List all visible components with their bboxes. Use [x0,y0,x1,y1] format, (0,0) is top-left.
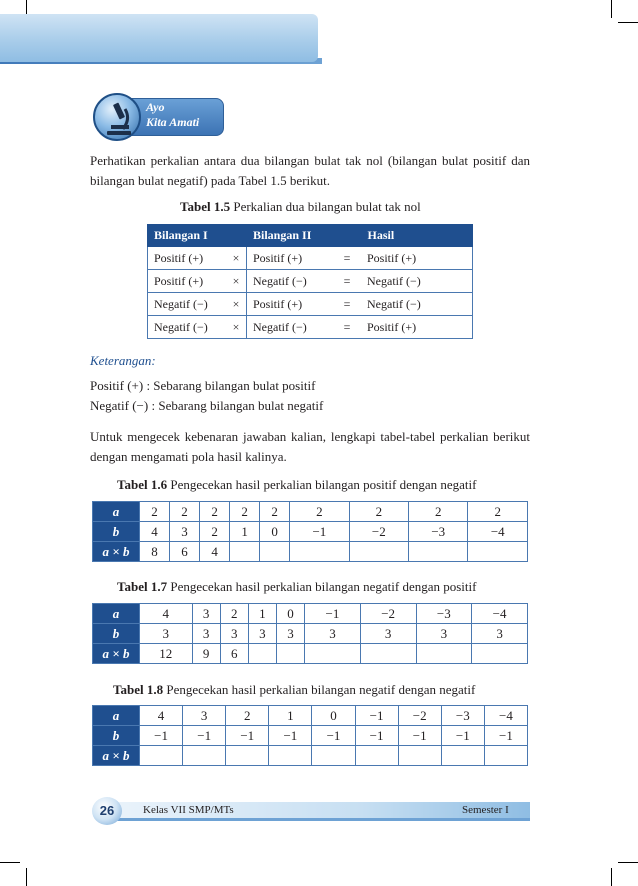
table8-cell: −1 [398,726,441,746]
table8-cell: 4 [140,706,183,726]
table7-cell: 0 [276,604,304,624]
table6-cell [349,542,408,562]
table7-cell: 1 [248,604,276,624]
table8-cell [398,746,441,766]
table8-cell [269,746,312,766]
table8-cell: −1 [355,726,398,746]
table5-caption [180,199,421,215]
table5-operator: × [226,247,247,270]
table6-cell: 2 [290,502,349,522]
table6-cell [409,542,468,562]
table7-cell: 6 [220,644,248,664]
table8-cell [226,746,269,766]
table6-cell [290,542,349,562]
keterangan-heading: Keterangan: [90,353,156,368]
table6-cell: 2 [200,502,230,522]
definition-negative: Negatif (−) : Sebarang bilangan bulat negatif [90,398,324,413]
table7-cell: −4 [472,604,528,624]
crop-mark [26,868,27,886]
table7-cell: −2 [360,604,416,624]
table5-operator: × [226,293,247,316]
table6-cell: 1 [230,522,260,542]
table8-cell: −1 [312,726,355,746]
table7-cell: 12 [140,644,193,664]
table7-row-label: b [93,624,140,644]
table6-cell: 2 [349,502,408,522]
table5-cell: Positif (+) [247,247,334,270]
table6-row-label: a [93,502,140,522]
table-row [148,247,473,270]
table5-cell: Positif (+) [148,247,227,270]
table6-row-label: a × b [93,542,140,562]
page-number: 26 [92,797,122,825]
table8-caption [113,682,475,698]
instruction-paragraph: Untuk mengecek kebenaran jawaban kalian, lengkapi tabel-tabel perkalian berikut dengan mengamati pola hasil kalinya. [90,429,530,464]
table5-cell: Negatif (−) [148,293,227,316]
table-row [93,604,528,624]
table6-cell: −3 [409,522,468,542]
table7-cell: 3 [416,624,472,644]
footer-class-label: Kelas VII SMP/MTs [143,804,234,816]
table7-cell: −1 [305,604,361,624]
table6-cell: −1 [290,522,349,542]
table8-cell [484,746,527,766]
table8-cell [312,746,355,766]
table7-cell: 3 [140,624,193,644]
crop-mark [618,862,638,863]
table5-cell: Positif (+) [361,247,473,270]
table6-caption [117,477,476,493]
table8-cell: 0 [312,706,355,726]
table7-cell: 3 [192,624,220,644]
table5-operator: = [333,247,361,270]
table-row [93,502,528,522]
table5-cell: Positif (+) [247,293,334,316]
table7-cell [248,644,276,664]
table6-cell: −4 [468,522,528,542]
table8-row-label: a × b [93,746,140,766]
table7-row-label: a [93,604,140,624]
table5 [147,224,473,339]
table6-caption-text: Pengecekan hasil perkalian bilangan positif dengan negatif [167,477,477,492]
table8-cell: 2 [226,706,269,726]
table8 [92,705,528,766]
table8-cell: −1 [355,706,398,726]
table6-cell: −2 [349,522,408,542]
table8-cell: −1 [183,726,226,746]
table8-cell: 3 [183,706,226,726]
table5-caption-text: Perkalian dua bilangan bulat tak nol [230,199,421,214]
crop-mark [618,22,638,23]
badge-line-1: Ayo [146,100,165,114]
table6 [92,501,528,562]
table7-cell [305,644,361,664]
table6-cell: 8 [140,542,170,562]
table6-row-label: b [93,522,140,542]
table-row [93,522,528,542]
footer-line [110,818,530,821]
table8-cell: −1 [140,726,183,746]
table5-cell: Negatif (−) [247,270,334,293]
table8-cell [441,746,484,766]
table5-cell: Positif (+) [361,316,473,339]
table7-row-label: a × b [93,644,140,664]
crop-mark [611,868,612,886]
table6-cell: 2 [200,522,230,542]
table7-caption-number: Tabel 1.7 [117,579,168,594]
table6-cell: 2 [260,502,290,522]
definition-positive: Positif (+) : Sebarang bilangan bulat positif [90,378,316,393]
table7-cell: 4 [140,604,193,624]
badge-line-2: Kita Amati [146,115,200,129]
table7-cell: 3 [276,624,304,644]
table-row [93,624,528,644]
table6-cell [468,542,528,562]
intro-paragraph: Perhatikan perkalian antara dua bilangan bulat tak nol (bilangan bulat positif dan bilangan bulat negatif) pada Tabel 1.5 berikut. [90,153,530,188]
table8-cell: −3 [441,706,484,726]
table5-operator: × [226,270,247,293]
table5-operator: = [333,316,361,339]
table6-cell [230,542,260,562]
table-row [93,706,528,726]
table7-cell: 3 [472,624,528,644]
table6-cell: 0 [260,522,290,542]
table-row [93,542,528,562]
table8-caption-text: Pengecekan hasil perkalian bilangan negatif dengan negatif [163,682,476,697]
table-row [148,316,473,339]
table7-cell [360,644,416,664]
table8-cell: −4 [484,706,527,726]
table6-cell: 2 [170,502,200,522]
table6-cell: 6 [170,542,200,562]
table7-cell: 3 [360,624,416,644]
table7-cell: 3 [248,624,276,644]
table5-header-row [148,225,473,247]
table8-row-label: b [93,726,140,746]
table7-cell: 3 [192,604,220,624]
table6-cell: 4 [140,522,170,542]
table5-header: Hasil [361,225,473,247]
table8-cell [355,746,398,766]
table5-cell: Negatif (−) [148,316,227,339]
table-row [93,746,528,766]
table6-cell: 2 [230,502,260,522]
table5-caption-number: Tabel 1.5 [180,199,231,214]
table6-cell: 3 [170,522,200,542]
table5-header: Bilangan I [148,225,247,247]
table7-cell: 9 [192,644,220,664]
table6-cell: 4 [200,542,230,562]
table5-operator: = [333,270,361,293]
table6-caption-number: Tabel 1.6 [117,477,168,492]
table6-cell: 2 [468,502,528,522]
table5-header: Bilangan II [247,225,362,247]
table7-cell: 3 [305,624,361,644]
crop-mark [0,862,20,863]
microscope-icon [93,93,141,141]
table6-cell [260,542,290,562]
table-row [93,726,528,746]
table-row [93,644,528,664]
crop-mark [611,0,612,18]
table5-cell: Positif (+) [148,270,227,293]
table8-cell: −1 [269,726,312,746]
table8-cell: −1 [484,726,527,746]
table7-cell: −3 [416,604,472,624]
table5-cell: Negatif (−) [361,270,473,293]
table5-cell: Negatif (−) [247,316,334,339]
table7-cell [472,644,528,664]
table7-cell: 2 [220,604,248,624]
table7-cell: 3 [220,624,248,644]
footer-semester-label: Semester I [462,804,509,816]
table7-cell [416,644,472,664]
table8-cell: −2 [398,706,441,726]
table8-row-label: a [93,706,140,726]
section-badge-title [146,100,226,130]
table8-cell [140,746,183,766]
table5-operator: = [333,293,361,316]
table6-cell: 2 [409,502,468,522]
table8-cell: 1 [269,706,312,726]
table5-operator: × [226,316,247,339]
table8-cell: −1 [226,726,269,746]
table7-caption [117,579,476,595]
header-banner [0,14,318,62]
table5-cell: Negatif (−) [361,293,473,316]
table7-caption-text: Pengecekan hasil perkalian bilangan negatif dengan positif [167,579,477,594]
table-row [148,270,473,293]
table8-cell: −1 [441,726,484,746]
table-row [148,293,473,316]
table8-cell [183,746,226,766]
table7-cell [276,644,304,664]
table7 [92,603,528,664]
table6-cell: 2 [140,502,170,522]
table8-caption-number: Tabel 1.8 [113,682,164,697]
